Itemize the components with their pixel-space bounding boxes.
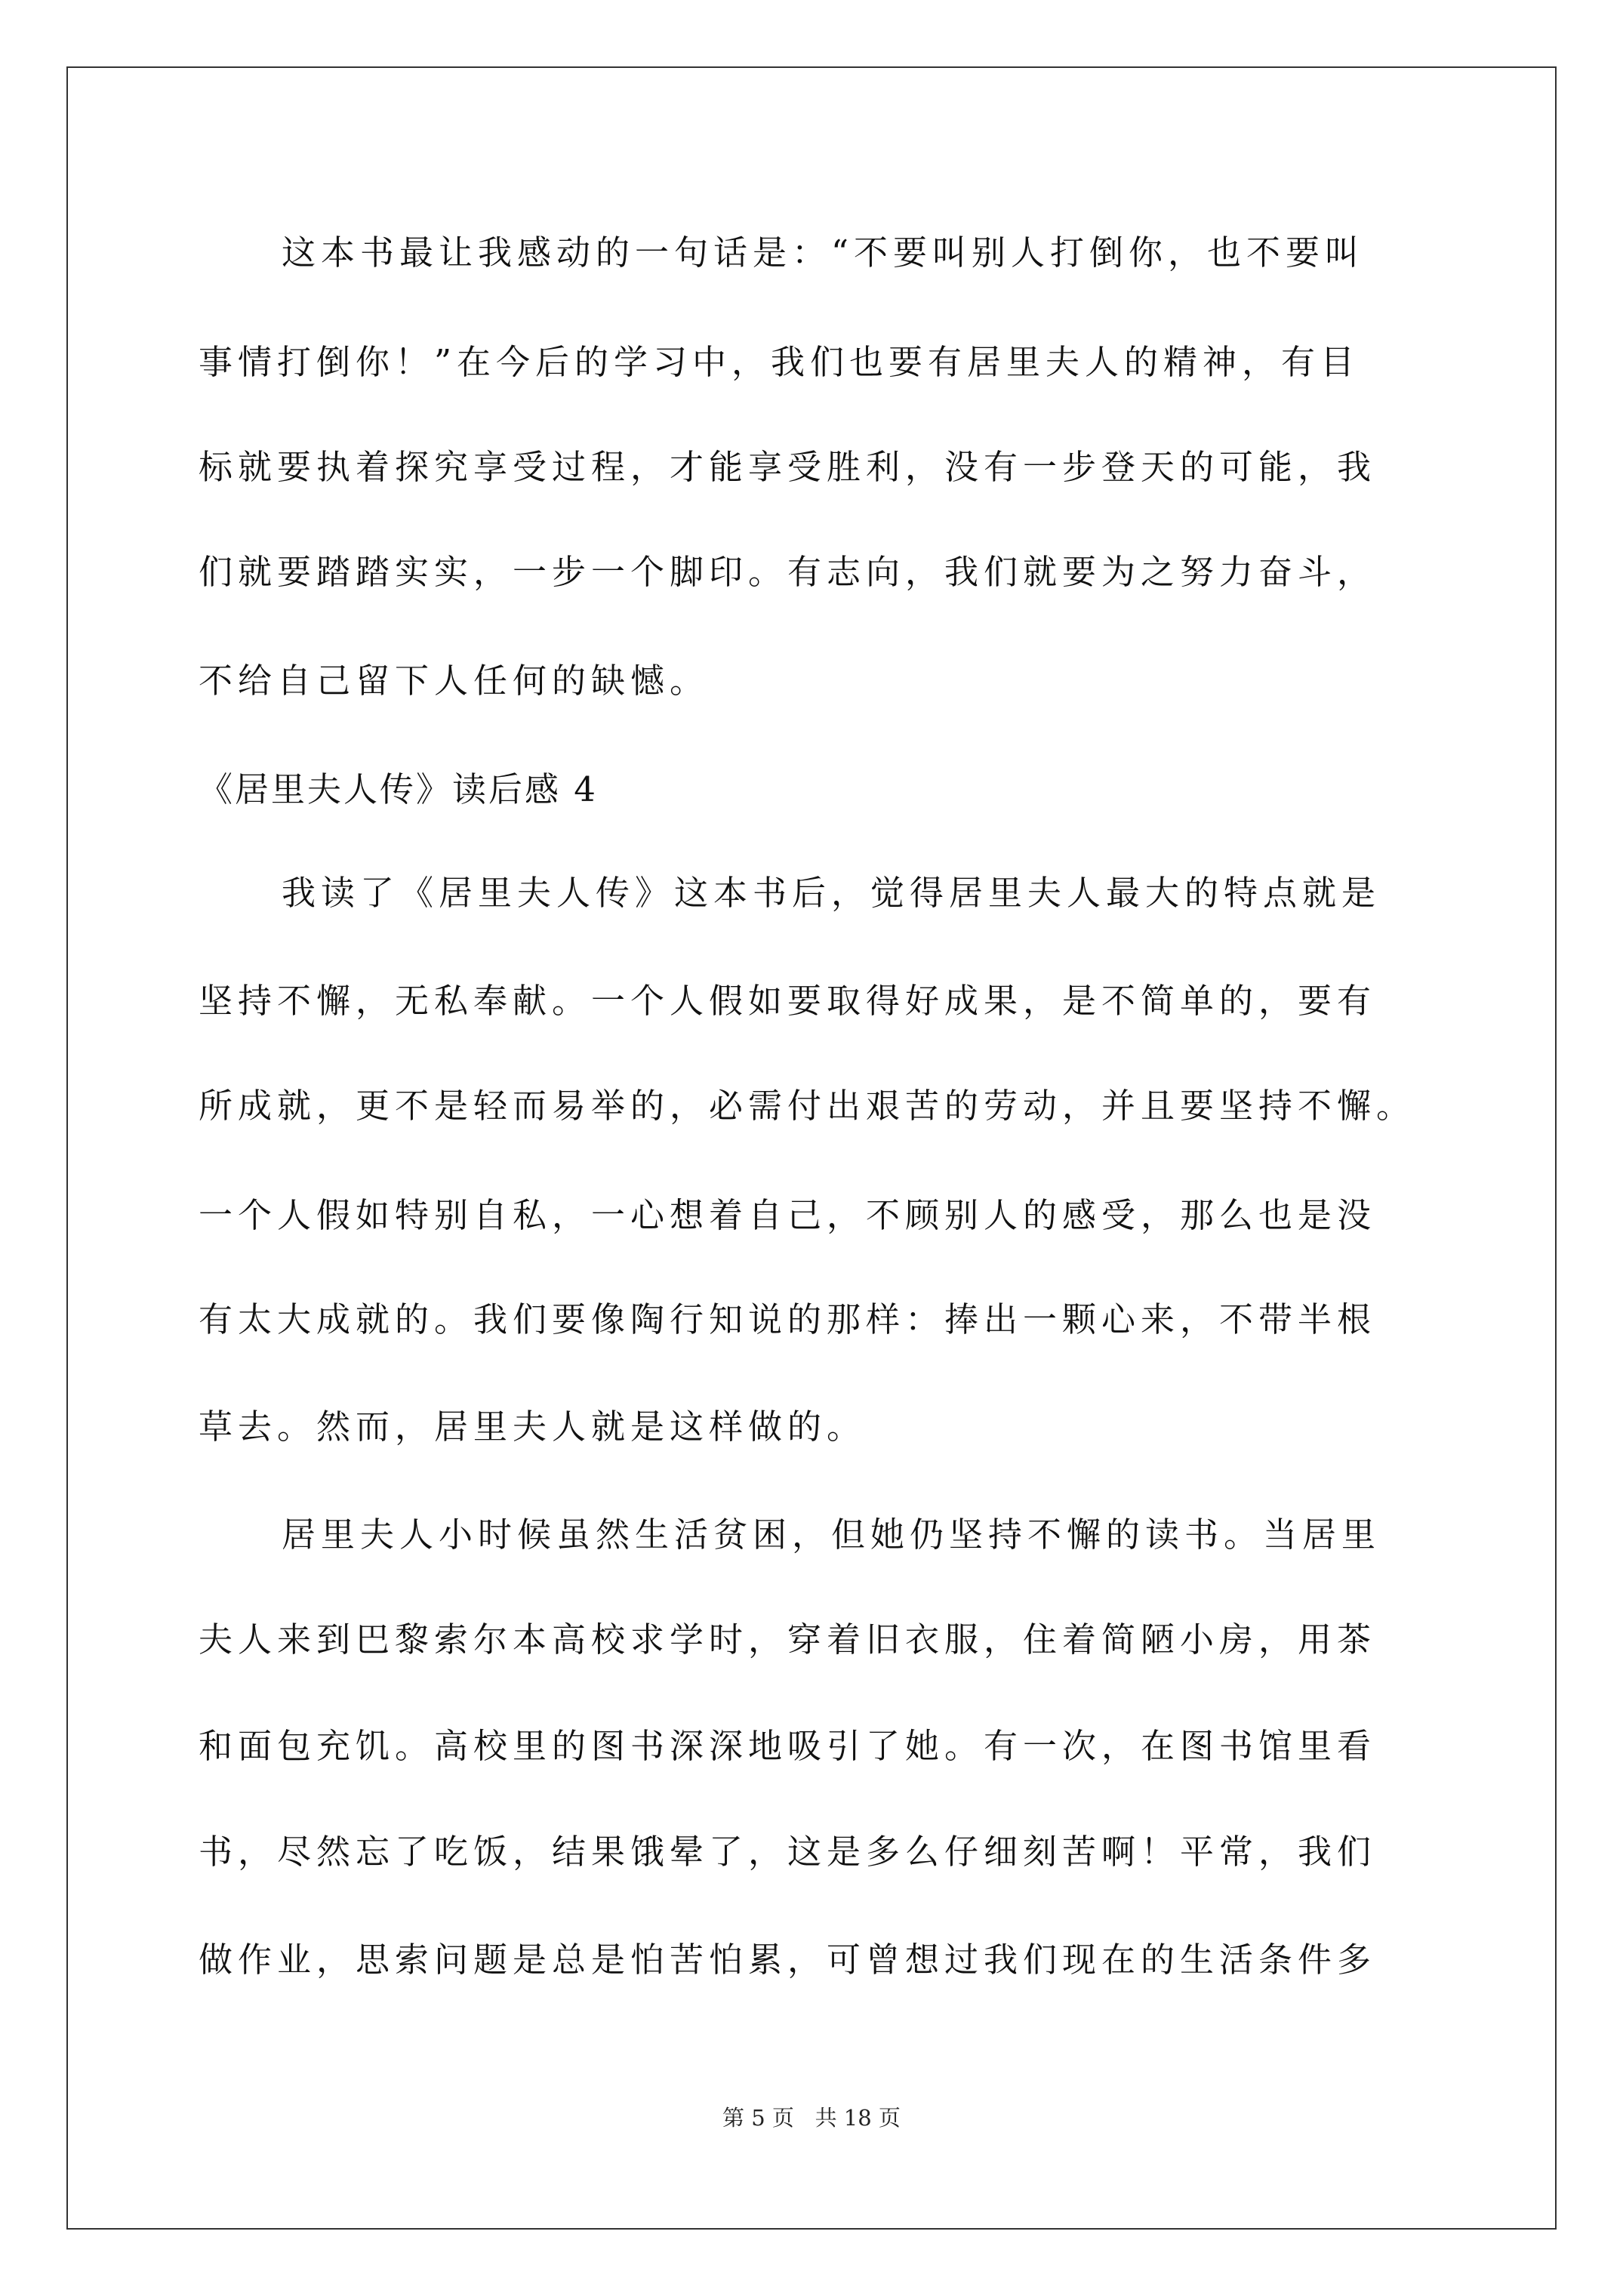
paragraph-line: 事情打倒你！”在今后的学习中，我们也要有居里夫人的精神，有目 <box>199 342 1360 382</box>
paragraph-line: 我读了《居里夫人传》这本书后，觉得居里夫人最大的特点就是 <box>282 873 1381 913</box>
paragraph-line: 有太大成就的。我们要像陶行知说的那样：捧出一颗心来，不带半根 <box>199 1299 1377 1339</box>
paragraph-line: 坚持不懈，无私奉献。一个人假如要取得好成果，是不简单的，要有 <box>199 981 1377 1021</box>
paragraph-line: 居里夫人小时候虽然生活贫困，但她仍坚持不懈的读书。当居里 <box>282 1515 1381 1555</box>
page-number-footer: 第 5 页 共 18 页 <box>722 2105 901 2131</box>
paragraph-line: 和面包充饥。高校里的图书深深地吸引了她。有一次，在图书馆里看 <box>199 1726 1377 1766</box>
paragraph-line: 不给自己留下人任何的缺憾。 <box>199 661 710 701</box>
paragraph-line: 草去。然而，居里夫人就是这样做的。 <box>199 1407 867 1447</box>
paragraph-line: 这本书最让我感动的一句话是：“不要叫别人打倒你，也不要叫 <box>282 233 1365 273</box>
paragraph-line: 所成就，更不是轻而易举的，必需付出艰苦的劳动，并且要坚持不懈。 <box>199 1086 1416 1126</box>
paragraph-line: 标就要执着探究享受过程，才能享受胜利，没有一步登天的可能，我 <box>199 447 1377 487</box>
paragraph-line: 一个人假如特别自私，一心想着自己，不顾别人的感受，那么也是没 <box>199 1195 1377 1235</box>
paragraph-line: 夫人来到巴黎索尔本高校求学时，穿着旧衣服，住着简陋小房，用茶 <box>199 1620 1377 1660</box>
page-border <box>66 66 1557 2230</box>
section-heading: 《居里夫人传》读后感 4 <box>199 769 598 809</box>
paragraph-line: 书，尽然忘了吃饭，结果饿晕了，这是多么仔细刻苦啊！平常，我们 <box>199 1832 1377 1872</box>
paragraph-line: 做作业，思索问题是总是怕苦怕累，可曾想过我们现在的生活条件多 <box>199 1940 1377 1980</box>
paragraph-line: 们就要踏踏实实，一步一个脚印。有志向，我们就要为之努力奋斗， <box>199 552 1377 592</box>
